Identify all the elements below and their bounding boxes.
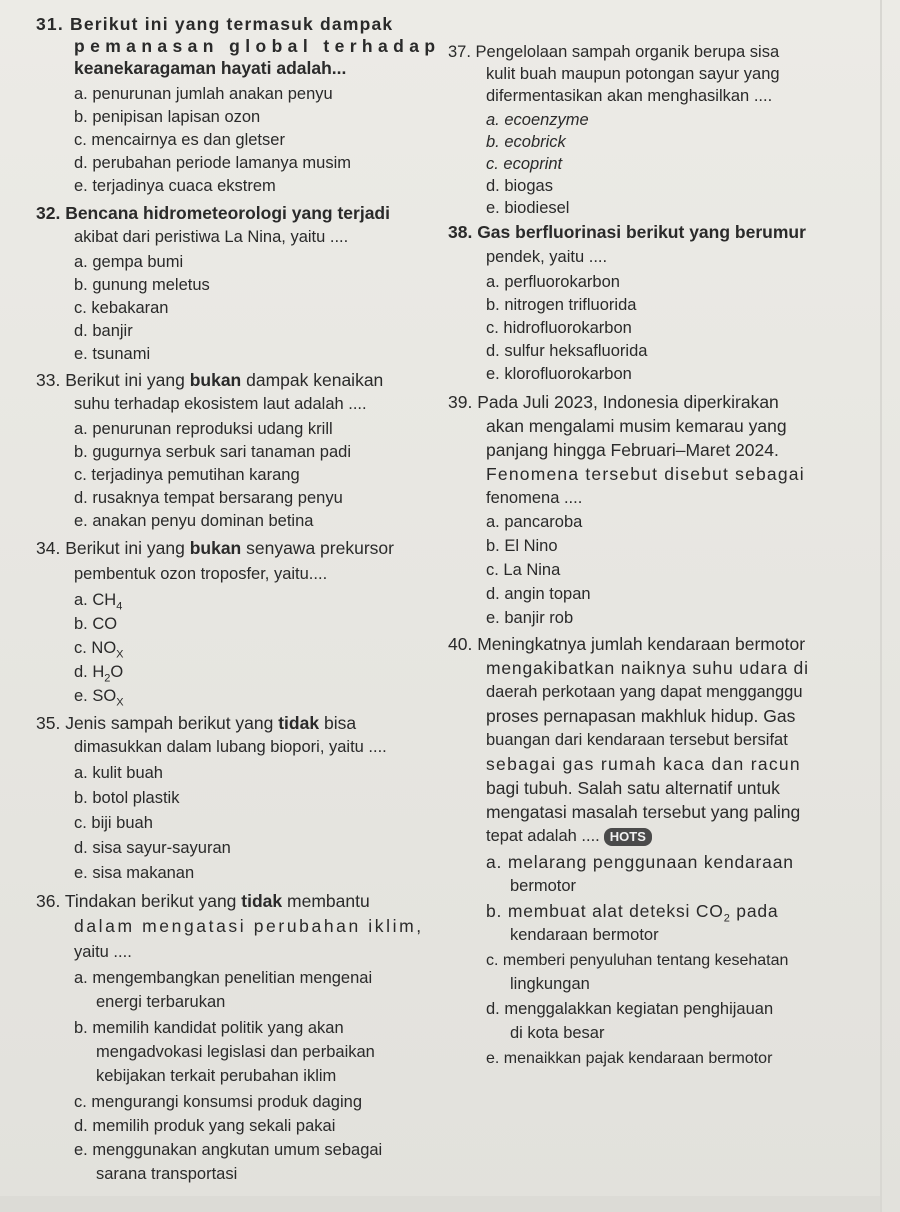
question-35-option-c[interactable]: c. biji buah: [74, 814, 153, 832]
question-40-option-e[interactable]: e. menaikkan pajak kendaraan bermotor: [486, 1050, 773, 1067]
question-40-option-c-line-1[interactable]: c. memberi penyuluhan tentang kesehatan: [486, 952, 789, 969]
question-33-emphasis: bukan: [189, 370, 242, 390]
question-36-emphasis: tidak: [241, 891, 283, 911]
question-38-option-e[interactable]: e. klorofluorokarbon: [486, 365, 632, 383]
question-40-stem-part: tepat adalah ....: [486, 827, 600, 845]
hots-badge: HOTS: [604, 828, 652, 846]
question-36-stem-line-1: [36, 891, 370, 912]
question-40-stem-line-2: mengakibatkan naiknya suhu udara di: [486, 658, 809, 678]
question-40-stem-line-9: [486, 826, 652, 847]
question-40-stem-line-4: proses pernapasan makhluk hidup. Gas: [486, 706, 796, 726]
question-31-option-c[interactable]: c. mencairnya es dan gletser: [74, 131, 285, 149]
question-40-option-b-line-2[interactable]: kendaraan bermotor: [510, 926, 659, 944]
question-33-option-c[interactable]: c. terjadinya pemutihan karang: [74, 466, 300, 484]
question-35-stem-part: bisa: [319, 713, 357, 733]
question-39-option-c[interactable]: c. La Nina: [486, 561, 561, 579]
question-40-option-c-line-2[interactable]: lingkungan: [510, 975, 590, 993]
question-40-option-d-line-2[interactable]: di kota besar: [510, 1024, 605, 1042]
question-36-option-b-line-3[interactable]: kebijakan terkait perubahan iklim: [96, 1067, 337, 1085]
formula: SO: [92, 687, 117, 705]
question-40-stem-line-8: mengatasi masalah tersebut yang paling: [486, 802, 801, 822]
option-label: c.: [74, 639, 92, 657]
question-40-stem-line-5: buangan dari kendaraan tersebut bersifat: [486, 731, 788, 749]
question-36-option-c[interactable]: c. mengurangi konsumsi produk daging: [74, 1093, 363, 1111]
question-40-stem-line-7: bagi tubuh. Salah satu alternatif untuk: [486, 778, 780, 798]
question-36-option-a-line-2[interactable]: energi terbarukan: [96, 993, 226, 1011]
question-38-option-c[interactable]: c. hidrofluorokarbon: [486, 319, 632, 337]
question-36-option-d[interactable]: d. memilih produk yang sekali pakai: [74, 1117, 336, 1135]
question-31-stem-line-1: 31. Berikut ini yang termasuk dampak: [36, 14, 394, 34]
question-33-option-a[interactable]: a. penurunan reproduksi udang krill: [74, 420, 333, 438]
formula: CO: [695, 901, 724, 921]
question-36-stem-part: membantu: [282, 891, 370, 911]
formula: CH: [92, 591, 117, 609]
question-37-stem-line-2: kulit buah maupun potongan sayur yang: [486, 65, 780, 83]
formula: O: [110, 663, 124, 681]
question-32-option-c[interactable]: c. kebakaran: [74, 299, 169, 317]
question-31-option-d[interactable]: d. perubahan periode lamanya musim: [74, 154, 351, 172]
question-33-stem-part: 33. Berikut ini yang: [36, 370, 190, 390]
question-35-option-d[interactable]: d. sisa sayur-sayuran: [74, 839, 231, 857]
question-37-option-e[interactable]: e. biodiesel: [486, 199, 570, 217]
question-32-option-d[interactable]: d. banjir: [74, 322, 133, 340]
option-text: b. membuat alat deteksi: [486, 901, 696, 921]
question-37-option-d[interactable]: d. biogas: [486, 177, 553, 195]
question-39-stem-line-3: panjang hingga Februari–Maret 2024.: [486, 440, 779, 460]
question-31-option-b[interactable]: b. penipisan lapisan ozon: [74, 108, 261, 126]
question-40-stem-line-1: 40. Meningkatnya jumlah kendaraan bermotor: [448, 634, 806, 654]
question-31-stem-line-3: keanekaragaman hayati adalah...: [74, 58, 347, 78]
question-31-option-e[interactable]: e. terjadinya cuaca ekstrem: [74, 177, 276, 195]
question-32-stem-line-1: 32. Bencana hidrometeorologi yang terjadi: [36, 203, 390, 223]
question-39-option-e[interactable]: e. banjir rob: [486, 609, 574, 627]
question-38-option-d[interactable]: d. sulfur heksafluorida: [486, 342, 648, 360]
formula-subscript: 2: [104, 672, 111, 685]
option-label: d.: [74, 663, 93, 681]
question-35-stem-part: 35. Jenis sampah berikut yang: [36, 713, 279, 733]
question-35-option-b[interactable]: b. botol plastik: [74, 789, 180, 807]
question-39-stem-line-1: 39. Pada Juli 2023, Indonesia diperkirakan: [448, 392, 779, 412]
formula-subscript: X: [116, 648, 124, 661]
question-37-option-c[interactable]: c. ecoprint: [486, 155, 563, 173]
question-37-option-a[interactable]: a. ecoenzyme: [486, 111, 589, 129]
question-36-stem-part: 36. Tindakan berikut yang: [36, 891, 242, 911]
question-34-stem-line-1: [36, 538, 394, 559]
question-32-stem-line-2: akibat dari peristiwa La Nina, yaitu ....: [74, 228, 349, 246]
question-39-stem-line-4: Fenomena tersebut disebut sebagai: [486, 464, 805, 484]
question-34-option-b[interactable]: b. CO: [74, 615, 118, 633]
formula-subscript: 4: [116, 600, 123, 613]
question-35-option-a[interactable]: a. kulit buah: [74, 764, 163, 782]
question-32-option-a[interactable]: a. gempa bumi: [74, 253, 184, 271]
formula: NO: [91, 639, 117, 657]
question-36-option-a-line-1[interactable]: a. mengembangkan penelitian mengenai: [74, 969, 373, 987]
page-bottom-edge: [0, 1196, 880, 1212]
question-39-stem-line-2: akan mengalami musim kemarau yang: [486, 416, 787, 436]
question-32-option-e[interactable]: e. tsunami: [74, 345, 151, 363]
question-35-option-e[interactable]: e. sisa makanan: [74, 864, 195, 882]
question-33-stem-part: dampak kenaikan: [241, 370, 384, 390]
question-34-option-e[interactable]: [74, 686, 124, 713]
question-35-stem-line-2: dimasukkan dalam lubang biopori, yaitu ....: [74, 738, 387, 756]
formula-subscript: X: [116, 696, 124, 709]
option-label: e.: [74, 687, 93, 705]
question-36-stem-line-3: yaitu ....: [74, 943, 132, 961]
page-edge-shadow: [880, 0, 882, 1212]
option-label: a.: [74, 591, 93, 609]
question-37-option-b[interactable]: b. ecobrick: [486, 133, 566, 151]
question-38-stem-line-1: 38. Gas berfluorinasi berikut yang berumur: [448, 222, 806, 242]
question-31-stem-line-2: pemanasan global terhadap: [74, 36, 441, 56]
question-35-stem-line-1: [36, 713, 356, 734]
question-36-stem-line-2: dalam mengatasi perubahan iklim,: [74, 916, 424, 936]
question-38-option-b[interactable]: b. nitrogen trifluorida: [486, 296, 637, 314]
question-38-option-a[interactable]: a. perfluorokarbon: [486, 273, 620, 291]
question-36-option-b-line-1[interactable]: b. memilih kandidat politik yang akan: [74, 1019, 344, 1037]
question-40-stem-line-6: sebagai gas rumah kaca dan racun: [486, 754, 801, 774]
question-33-option-e[interactable]: e. anakan penyu dominan betina: [74, 512, 314, 530]
question-34-stem-part: 34. Berikut ini yang: [36, 538, 190, 558]
question-36-option-e-line-2[interactable]: sarana transportasi: [96, 1165, 238, 1183]
question-34-stem-line-2: pembentuk ozon troposfer, yaitu....: [74, 565, 328, 583]
question-40-option-a-line-2[interactable]: bermotor: [510, 877, 577, 895]
question-33-stem-line-1: [36, 370, 383, 391]
question-33-option-b[interactable]: b. gugurnya serbuk sari tanaman padi: [74, 443, 352, 461]
question-33-stem-line-2: suhu terhadap ekosistem laut adalah ....: [74, 395, 367, 413]
question-34-stem-part: senyawa prekursor: [241, 538, 394, 558]
question-36-option-e-line-1[interactable]: e. menggunakan angkutan umum sebagai: [74, 1141, 383, 1159]
question-36-option-b-line-2[interactable]: mengadvokasi legislasi dan perbaikan: [96, 1043, 375, 1061]
question-34-emphasis: bukan: [189, 538, 242, 558]
question-40-option-a-line-1[interactable]: a. melarang penggunaan kendaraan: [486, 852, 794, 872]
formula: H: [92, 663, 105, 681]
question-33-option-d[interactable]: d. rusaknya tempat bersarang penyu: [74, 489, 343, 507]
question-32-option-b[interactable]: b. gunung meletus: [74, 276, 210, 294]
question-39-stem-line-5: fenomena ....: [486, 489, 583, 507]
question-40-stem-line-3: daerah perkotaan yang dapat mengganggu: [486, 683, 803, 701]
question-35-emphasis: tidak: [278, 713, 320, 733]
question-39-option-d[interactable]: d. angin topan: [486, 585, 591, 603]
question-38-stem-line-2: pendek, yaitu ....: [486, 248, 608, 266]
question-31-option-a[interactable]: a. penurunan jumlah anakan penyu: [74, 85, 333, 103]
option-text: pada: [730, 901, 779, 921]
question-39-option-b[interactable]: b. El Nino: [486, 537, 558, 555]
formula-subscript: 2: [723, 912, 731, 925]
question-37-stem-line-1: 37. Pengelolaan sampah organik berupa sisa: [448, 43, 780, 61]
question-37-stem-line-3: difermentasikan akan menghasilkan ....: [486, 87, 773, 105]
question-40-option-d-line-1[interactable]: d. menggalakkan kegiatan penghijauan: [486, 1000, 774, 1018]
question-39-option-a[interactable]: a. pancaroba: [486, 513, 583, 531]
